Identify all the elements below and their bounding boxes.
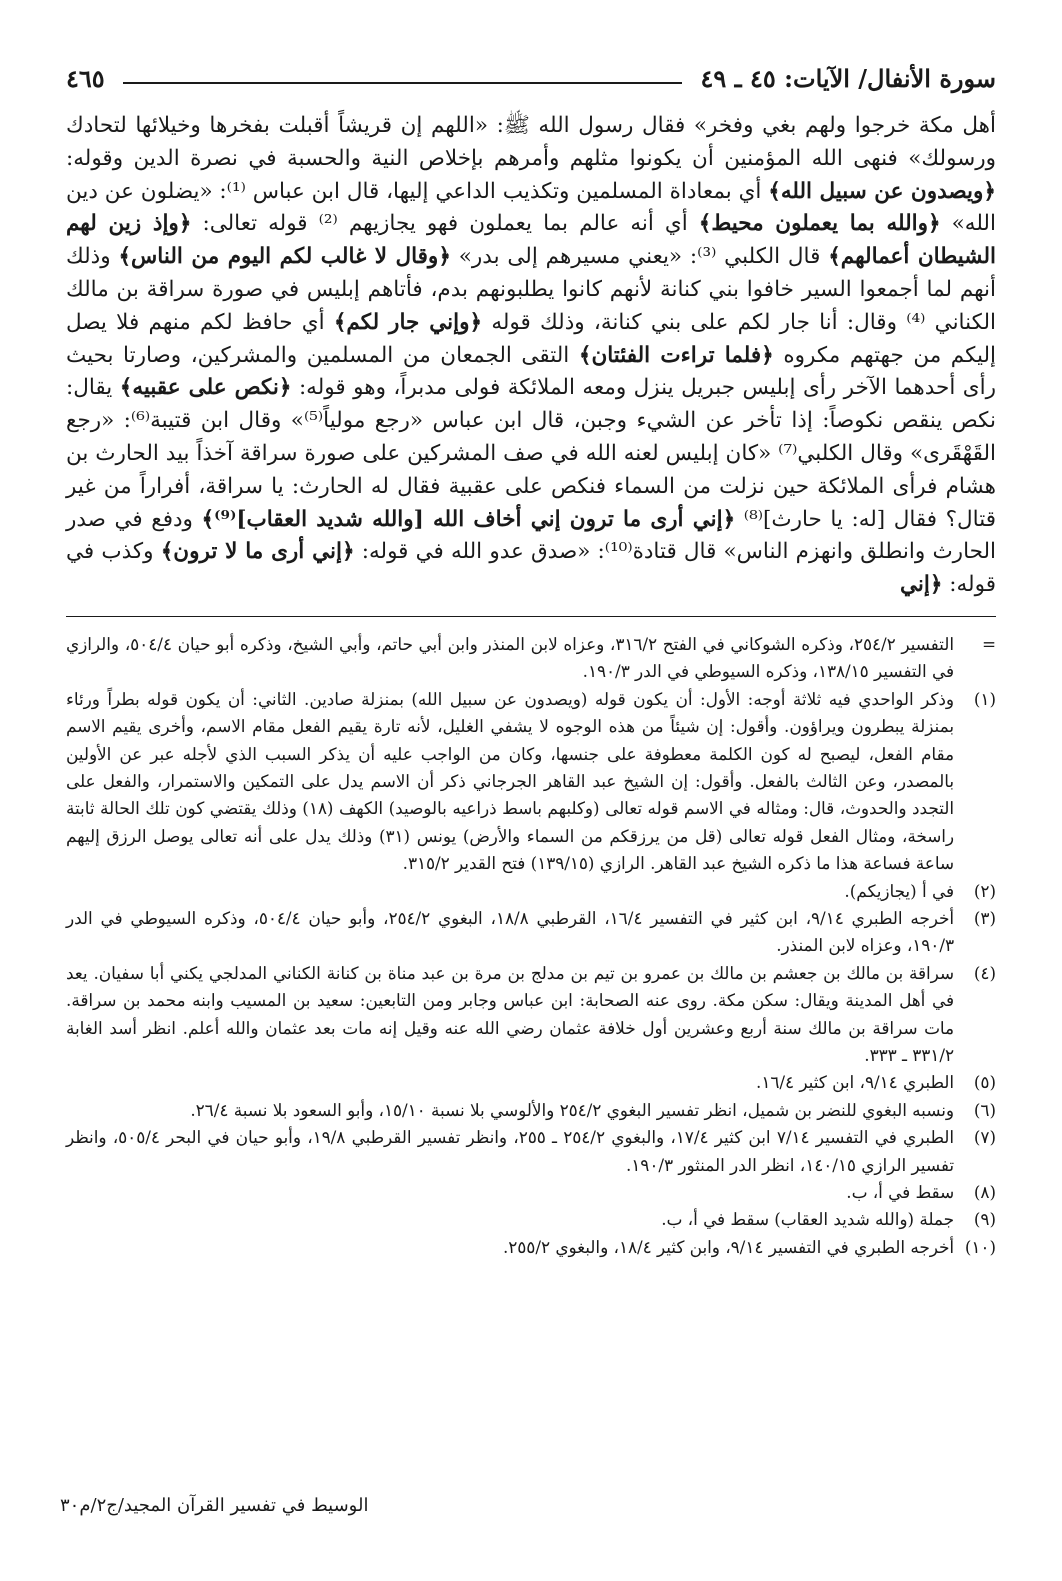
footnote bbox=[66, 1234, 996, 1261]
quran-quote: ﴿فلما تراءت الفئتان﴾ bbox=[578, 342, 774, 368]
quran-quote: ﴿إني bbox=[899, 572, 943, 598]
footnote-text: سراقة بن مالك بن جعشم بن مالك بن عمرو بن تيم بن مدلج بن مرة بن عبد مناة بن كنانة الكناني المدلجي يكني أبا سفيان. يعد في أهل المدينة ويقال: سكن مكة. روى عنه الصحابة: ابن عباس وجابر ومن التابعين: سعيد بن المسيب وابنه محمد بن سراقة. مات سراقة بن مالك سنة أربع وعشرين أول خلافة عثمان رضي الله عنه وقيل إنه مات بعد عثمان والله أعلم. انظر أسد الغابة ٣٣١/٢ ـ ٣٣٣. bbox=[66, 962, 954, 1066]
footnote bbox=[66, 1179, 996, 1206]
text-segment: وكذب في قوله: bbox=[66, 539, 996, 598]
footnote-number: (٣) bbox=[973, 908, 996, 929]
quran-quote: ﴿إني أرى ما لا ترون﴾ bbox=[160, 539, 355, 565]
footnote-number: (٢) bbox=[973, 880, 996, 901]
text-segment: أهل مكة خرجوا ولهم بغي وفخر» فقال رسول الله ﷺ: «اللهم إن قريشاً أقبلت بفخرها وخيلائها لتحادك ورسولك» فنهى الله المؤمنين أن يكونوا مثلهم وأمرهم بإخلاص النية والحسبة في نصرة الدين وقوله: bbox=[66, 113, 996, 171]
running-header bbox=[66, 58, 996, 98]
text-segment: ودفع في صدر الحارث وانطلق وانهزم الناس» قال قتادة⁽¹⁰⁾: «صدق عدو الله في قوله: bbox=[66, 506, 997, 565]
quran-quote: ﴿وقال لا غالب لكم اليوم من الناس﴾ bbox=[118, 244, 451, 270]
footnote-text: ونسبه البغوي للنضر بن شميل، انظر تفسير البغوي ٢٥٤/٢ والألوسي بلا نسبة ١٥/١٠، وأبو السعود بلا نسبة ٢٦/٤. bbox=[190, 1099, 954, 1120]
quran-quote: ﴿وإذ زين لهم الشيطان أعمالهم﴾ bbox=[66, 211, 996, 270]
footnote bbox=[66, 905, 996, 960]
footnote bbox=[66, 631, 996, 686]
main-text bbox=[66, 110, 996, 602]
footnote-text: سقط في أ، ب. bbox=[846, 1182, 954, 1203]
footnote-number: (٤) bbox=[973, 962, 996, 983]
text-segment: يقال: نكص ينقص نكوصاً: إذا تأخر عن الشيء وجبن، قال ابن عباس «رجع مولياً⁽⁵⁾» وقال ابن قتيبة⁽⁶⁾: «رجع القَهْقَرى» وقال الكلبي⁽⁷⁾ «كان إبليس لعنه الله في صف المشركين على صورة سراقة آخذاً بيد الحارث بن هشام فرأى الملائكة حين نزلت من السماء فنكص على عقبية فقال له الحارث: يا سراقة، أفراراً من غير قتال؟ فقال [له: يا حارث]⁽⁸⁾ bbox=[66, 375, 996, 532]
book-page bbox=[66, 58, 996, 1261]
footnote-number: (٦) bbox=[973, 1099, 996, 1120]
quran-quote: ﴿ويصدون عن سبيل الله﴾ bbox=[768, 178, 996, 204]
footnote bbox=[66, 1206, 996, 1233]
footnote bbox=[66, 1124, 996, 1179]
footnote-text: الطبري ٩/١٤، ابن كثير ١٦/٤. bbox=[756, 1072, 954, 1093]
footnote-text: أخرجه الطبري ٩/١٤، ابن كثير في التفسير ١٦/٤، القرطبي ١٨/٨، البغوي ٢٥٤/٢، وأبو حيان ٥٠٤/٤، وذكره السيوطي في الدر ١٩٠/٣، وعزاه لابن المنذر. bbox=[66, 908, 955, 956]
footnote bbox=[66, 1097, 996, 1124]
footnote-text: جملة (والله شديد العقاب) سقط في أ، ب. bbox=[661, 1209, 954, 1230]
footnote-number: (٩) bbox=[973, 1209, 996, 1230]
footnote-number: (١) bbox=[973, 688, 996, 709]
footnote-text: وذكر الواحدي فيه ثلاثة أوجه: الأول: أن يكون قوله (ويصدون عن سبيل الله) بمنزلة صادين. الثاني: أن يكون قوله بطراً ورئاء بمنزلة يبطرون ويراؤون. وأقول: إن شيئاً من هذه الوجوه لا يشفي الغليل، لأنه تارة يقيم الفعل مقام الاسم، وأخرى يقيم الاسم مقام الفعل، ليصبح له كون الكلمة معطوفة على جنسها، وكان من الواجب عليه أن يذكر السبب الذي لأجله عبر عن الأولين بالمصدر، وعن الثالث بالفعل. وأقول: إن الشيخ عبد القاهر الجرجاني ذكر أن الاسم يدل على التمكين والاستمرار، والفعل على التجدد والحدوث، قال: ومثاله في الاسم قوله تعالى (وكلبهم باسط ذراعيه بالوصيد) الكهف (١٨) وذلك يقتضي كون تلك الحالة ثابتة راسخة، ومثال الفعل قوله تعالى (قل من يرزقكم من السماء والأرض) يونس (٣١) وذلك يدل على أنه تعالى يوصل الرزق إليهم ساعة فساعة هذا ما ذكره الشيخ عبد القاهر. الرازي (١٣٩/١٥) فتح القدير ٣١٥/٢. bbox=[66, 688, 954, 874]
text-segment: أي بمعاداة المسلمين وتكذيب الداعي إليها، قال ابن عباس ⁽¹⁾: «يضلون عن دين الله» bbox=[66, 178, 996, 237]
text-segment: أي أنه عالم بما يعملون فهو يجازيهم ⁽²⁾ قوله تعالى: bbox=[191, 211, 699, 237]
quran-quote: ﴿والله بما يعملون محيط﴾ bbox=[698, 211, 941, 237]
quran-quote: ﴿وإني جار لكم﴾ bbox=[333, 309, 483, 335]
footnote-text: التفسير ٢٥٤/٢، وذكره الشوكاني في الفتح ٣١٦/٢، وعزاه لابن المنذر وابن أبي حاتم، وأبي الشيخ، وذكره أبو حيان ٥٠٤/٤، والرازي في التفسير ١٣٨/١٥، وذكره السيوطي في الدر ١٩٠/٣. bbox=[66, 633, 954, 682]
text-segment: التقى الجمعان من المسلمين والمشركين، وصارتا بحيث رأى أحدهما الآخر رأى إبليس جبريل ينزل ومعه الملائكة فولى مدبراً، وهو قوله: bbox=[66, 342, 996, 401]
footnote-number: (١٠) bbox=[964, 1236, 996, 1257]
quran-quote: ﴿إني أرى ما ترون إني أخاف الله [والله شديد العقاب]⁽⁹⁾﴾ bbox=[201, 506, 736, 532]
footnote bbox=[66, 1069, 996, 1096]
footnote bbox=[66, 878, 996, 905]
footnote bbox=[66, 960, 996, 1070]
quran-quote: ﴿نكص على عقبيه﴾ bbox=[119, 375, 292, 401]
text-segment: قال الكلبي ⁽³⁾: «يعني مسيرهم إلى بدر» bbox=[450, 244, 829, 270]
header-rule bbox=[123, 82, 683, 84]
footnote-text: أخرجه الطبري في التفسير ٩/١٤، وابن كثير ١٨/٤، والبغوي ٢٥٥/٢. bbox=[502, 1236, 954, 1257]
footnotes bbox=[66, 631, 996, 1261]
footnote-separator bbox=[66, 616, 996, 617]
footnote-text: في أ (يجازيكم). bbox=[844, 880, 954, 901]
surah-title: سورة الأنفال/ الآيات: ٤٥ ـ ٤٩ bbox=[700, 63, 996, 93]
footnote-number: (٧) bbox=[973, 1127, 996, 1148]
footnote-number: (٥) bbox=[973, 1072, 996, 1093]
page-number: ٤٦٥ bbox=[66, 63, 105, 93]
book-footer: الوسيط في تفسير القرآن المجيد/ج٢/م٣٠ bbox=[60, 1495, 369, 1516]
text-segment: وذلك أنهم لما أجمعوا السير خافوا بني كنانة لأنهم كانوا يطلبونهم بدم، فأتاهم إبليس في صورة سراقة بن مالك الكناني ⁽⁴⁾ وقال: أنا جار لكم على بني كنانة، وذلك قوله bbox=[66, 244, 996, 335]
footnote-number: = bbox=[981, 633, 996, 654]
footnote-number: (٨) bbox=[973, 1182, 996, 1203]
footnote bbox=[66, 686, 996, 878]
text-segment: أي حافظ لكم منهم فلا يصل إليكم من جهتهم مكروه bbox=[66, 309, 996, 368]
footnote-text: الطبري في التفسير ٧/١٤ ابن كثير ١٧/٤، والبغوي ٢٥٤/٢ ـ ٢٥٥، وانظر تفسير القرطبي ١٩/٨، وأبو حيان في البحر ٥٠٥/٤، وانظر تفسير الرازي ١٤٠/١٥، انظر الدر المنثور ١٩٠/٣. bbox=[66, 1127, 954, 1175]
